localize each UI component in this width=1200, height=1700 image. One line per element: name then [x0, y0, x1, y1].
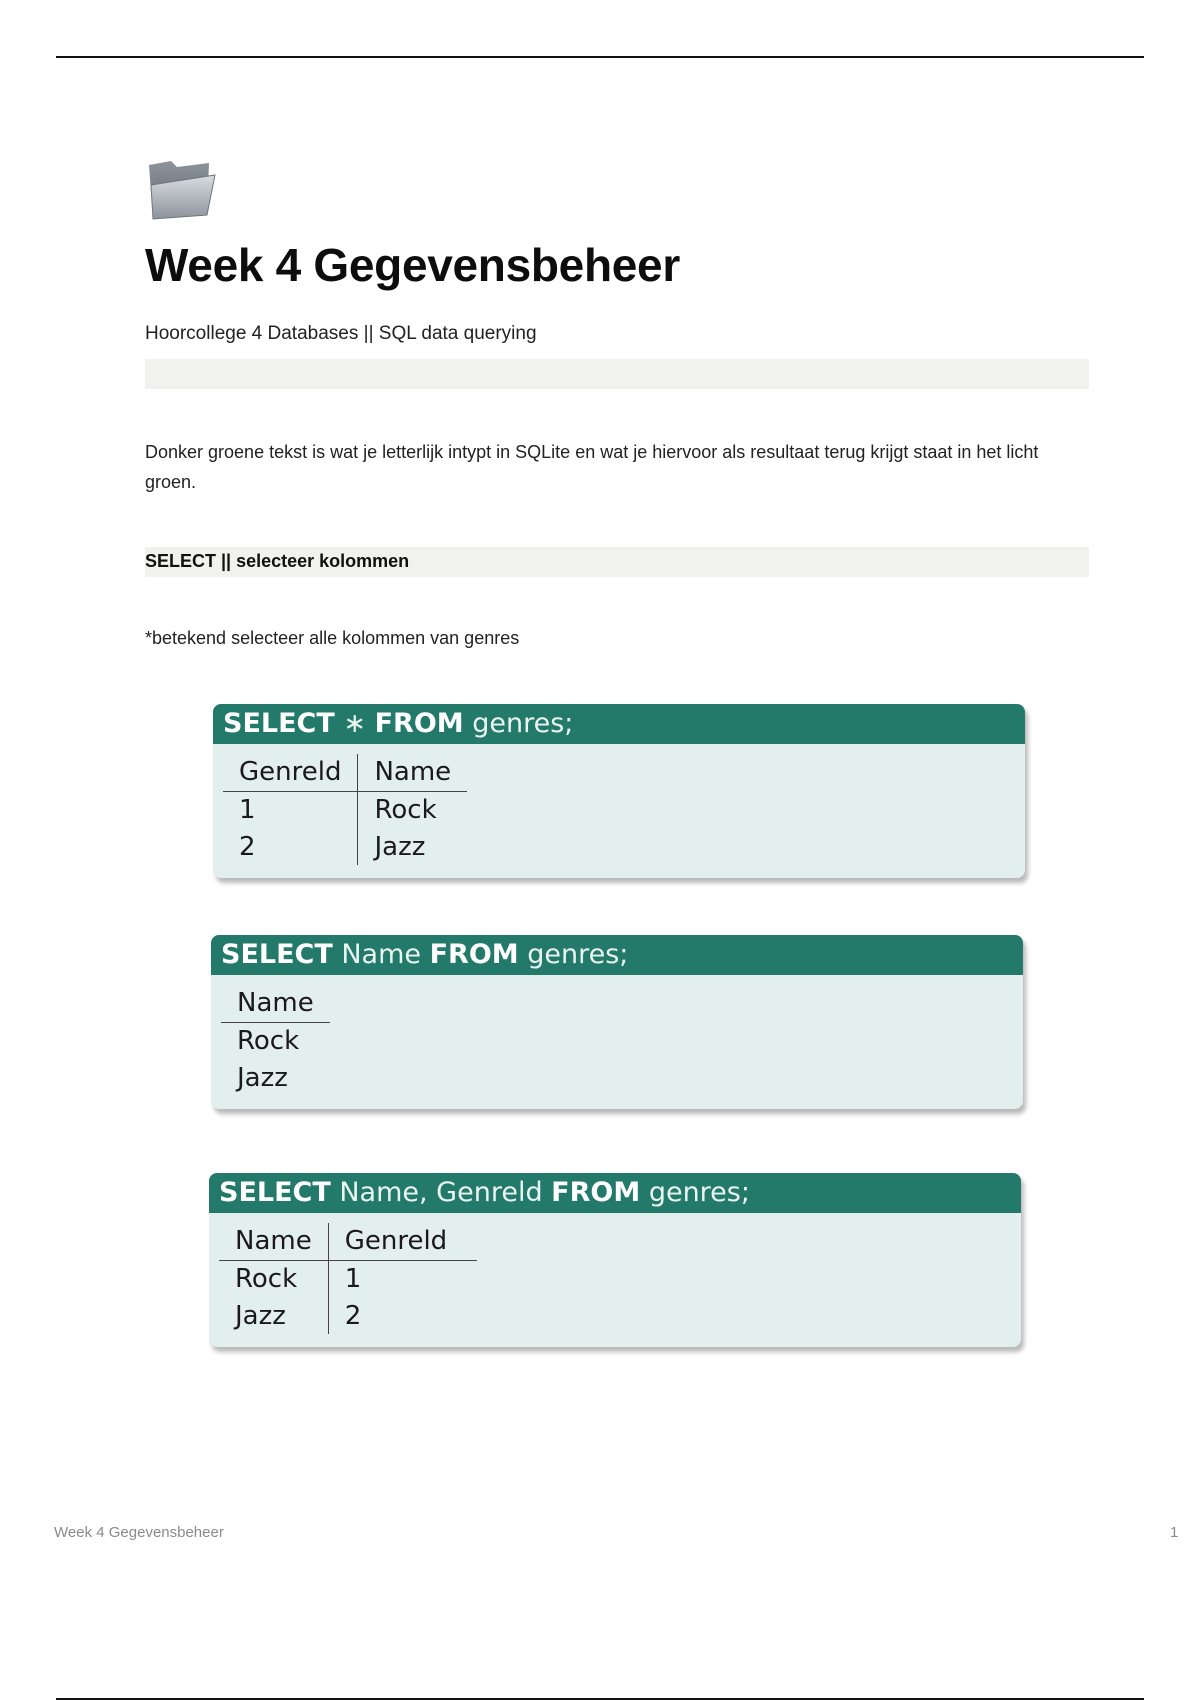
table-header-row [223, 754, 467, 791]
table-cell: 2 [239, 831, 256, 862]
empty-callout-block [145, 359, 1089, 389]
table-cell: Jazz [358, 828, 467, 865]
sql-keyword: FROM [551, 1177, 641, 1208]
sql-slide-select-all [213, 704, 1025, 878]
sql-fragment: Name [332, 939, 430, 970]
table-header-row [221, 985, 330, 1022]
result-area [213, 744, 1025, 878]
sql-query [211, 935, 1023, 975]
sql-keyword: SELECT [223, 708, 335, 739]
sql-fragment: genres; [518, 939, 629, 970]
result-area [209, 1213, 1021, 1347]
sql-slide-select-name [211, 935, 1023, 1109]
sql-fragment: genres; [463, 708, 574, 739]
sql-keyword: FROM [429, 939, 519, 970]
table-cell: 1 [239, 794, 256, 825]
select-note: *betekend selecteer alle kolommen van genres [145, 628, 520, 648]
sql-keyword: FROM [374, 708, 464, 739]
table-cell: 2 [328, 1297, 477, 1334]
table-cell: Rock [237, 1025, 300, 1056]
table-row [223, 791, 467, 828]
sql-fragment: Name, Genreld [330, 1177, 552, 1208]
page-content [145, 155, 1089, 651]
page-title: Week 4 Gegevensbeheer [145, 239, 680, 291]
result-area [211, 975, 1023, 1109]
table-header: Name [221, 985, 330, 1022]
table-cell: 1 [328, 1260, 477, 1297]
table-cell: Rock [235, 1263, 298, 1294]
table-header: Name [358, 754, 467, 791]
sql-query [213, 704, 1025, 744]
result-table [223, 754, 467, 865]
result-table [221, 985, 330, 1096]
table-header: Name [219, 1223, 328, 1260]
sql-keyword: SELECT [219, 1177, 331, 1208]
table-row [221, 1059, 330, 1096]
page-number: 1 [1170, 1524, 1179, 1541]
table-cell: Rock [358, 791, 467, 828]
intro-paragraph: Donker groene tekst is wat je letterlijk intypt in SQLite en wat je hiervoor als resultaat terug krijgt staat in het licht groen. [145, 442, 1039, 492]
table-row [219, 1260, 477, 1297]
sql-fragment: genres; [640, 1177, 750, 1208]
sql-slide-select-name-genreld [209, 1173, 1021, 1347]
table-header: Genreld [223, 754, 358, 791]
table-row [219, 1297, 477, 1334]
result-table [219, 1223, 477, 1334]
top-rule [56, 56, 1144, 58]
folder-icon [145, 155, 217, 223]
sql-query [209, 1173, 1021, 1213]
table-row [223, 828, 467, 865]
table-cell: Jazz [237, 1062, 288, 1093]
sql-fragment: ∗ [334, 708, 375, 739]
table-header-row [219, 1223, 477, 1260]
table-row [221, 1022, 330, 1059]
table-cell: Jazz [235, 1300, 286, 1331]
footer-title: Week 4 Gegevensbeheer [54, 1524, 224, 1541]
table-header: Genreld [328, 1223, 477, 1260]
sql-keyword: SELECT [221, 939, 333, 970]
section-heading: SELECT || selecteer kolommen [145, 547, 1089, 577]
page-subtitle: Hoorcollege 4 Databases || SQL data querying [145, 323, 537, 344]
